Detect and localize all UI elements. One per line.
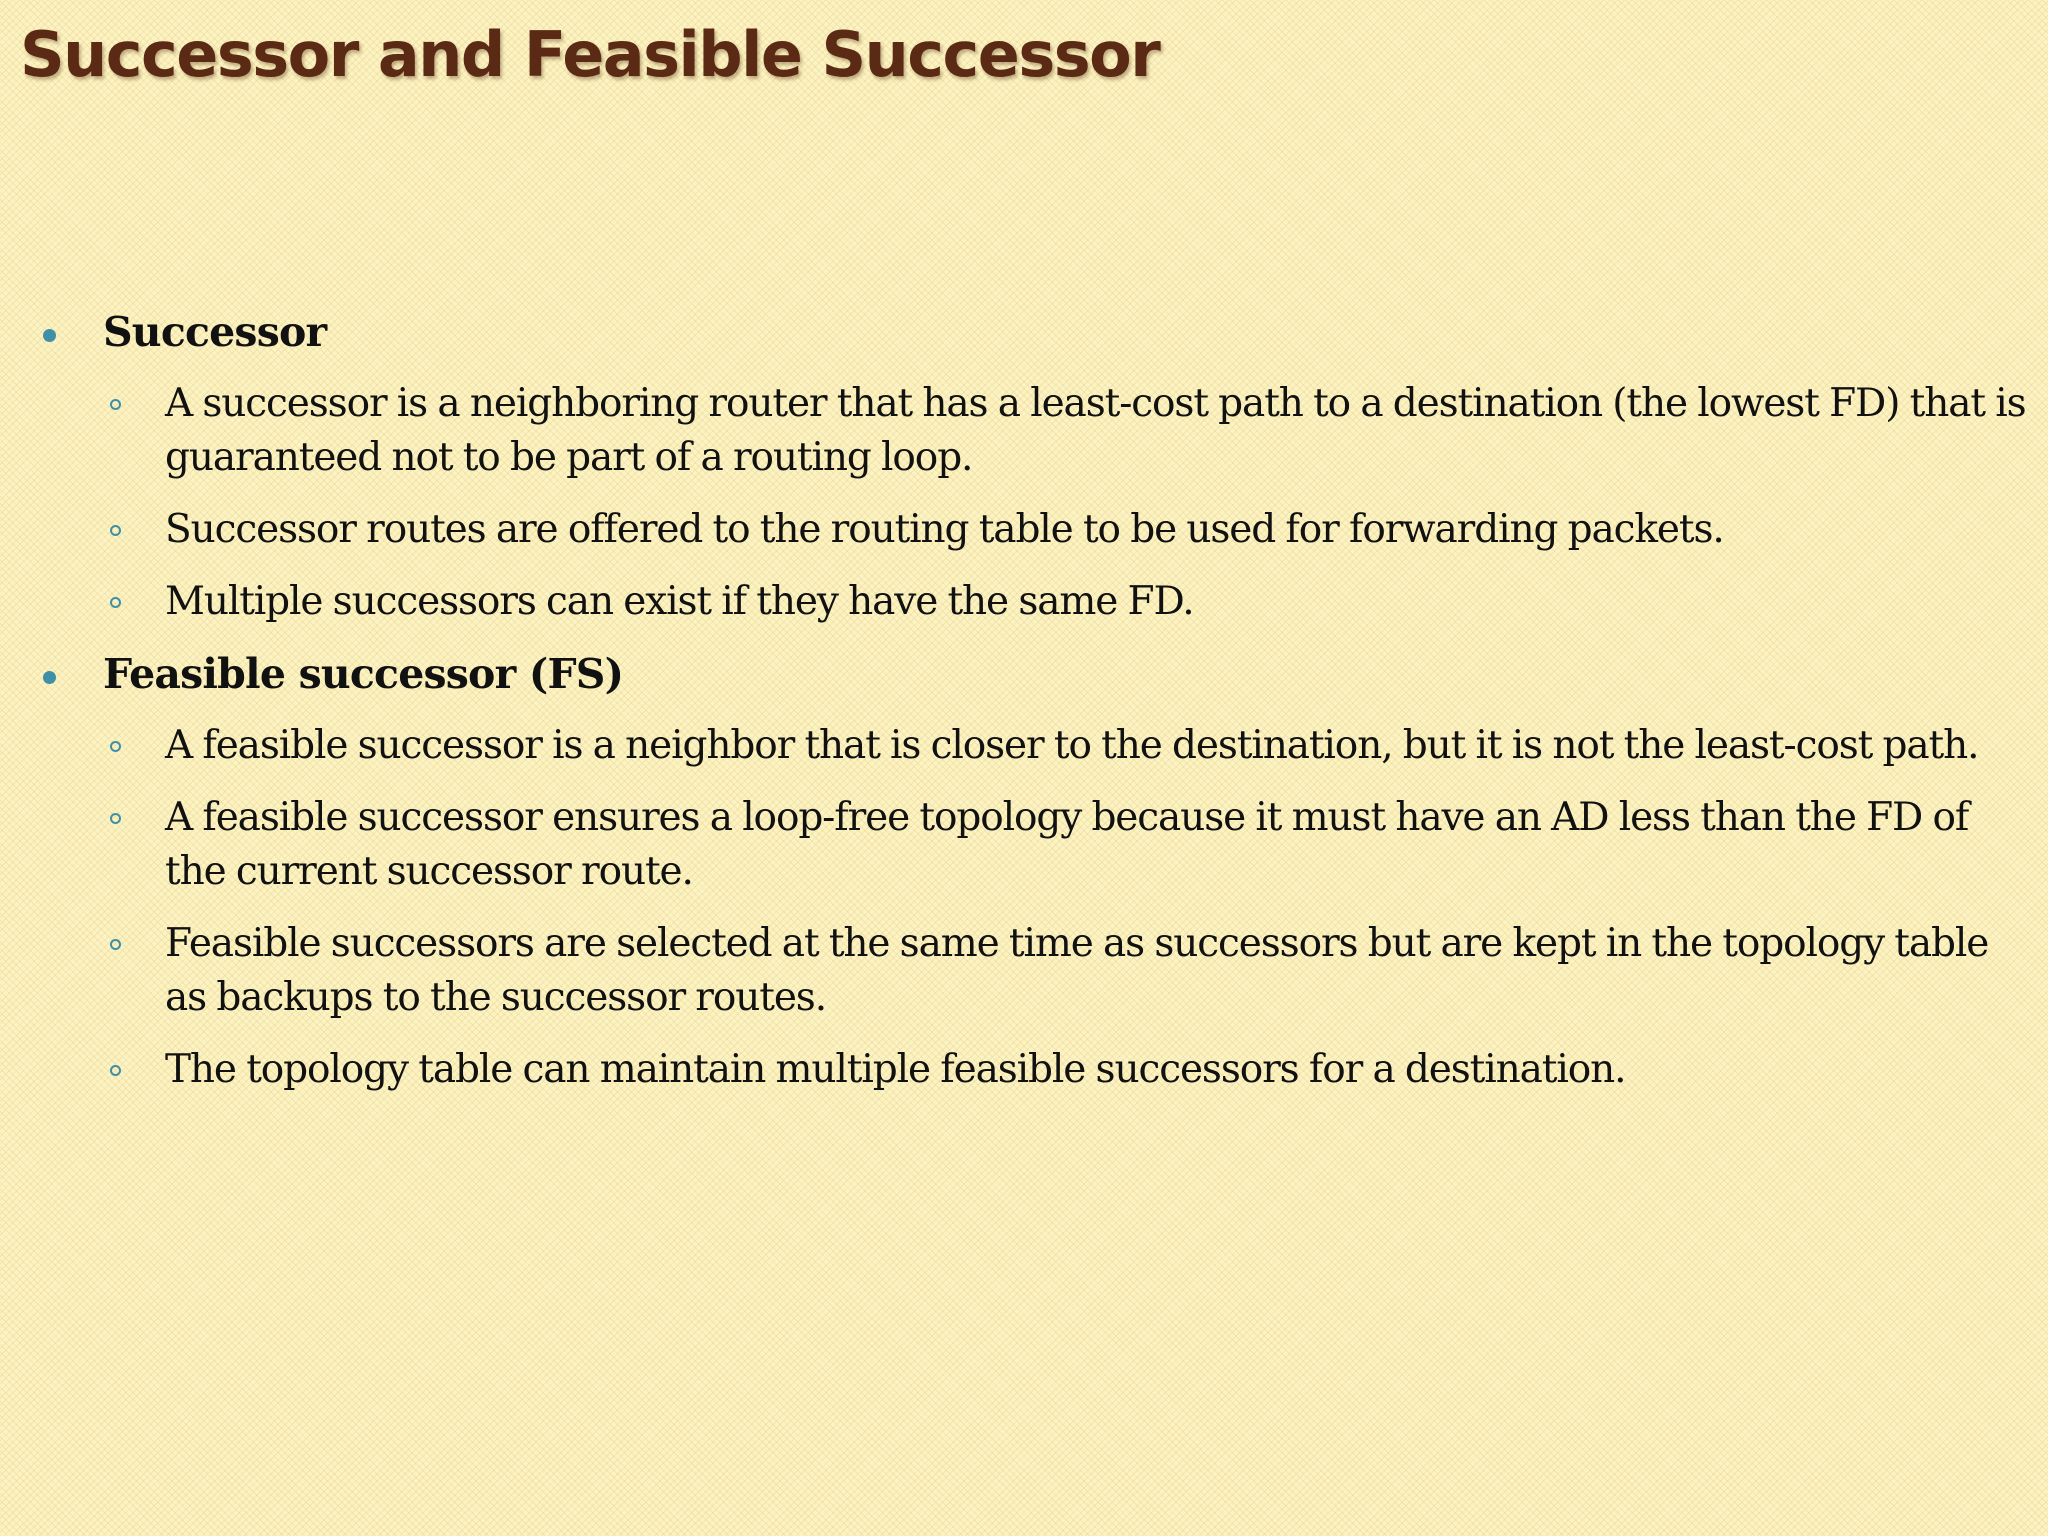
bullet-dot-icon — [43, 671, 56, 684]
bullet-circle-icon — [110, 1065, 121, 1076]
sub-bullet-text: The topology table can maintain multiple feasible successors for a destination. — [165, 1047, 1626, 1092]
sub-bullet-text: Successor routes are offered to the routing table to be used for forwarding packets. — [165, 507, 1724, 552]
sub-bullet — [0, 791, 2048, 899]
bullet-circle-icon — [110, 741, 121, 752]
sub-bullet-text: A feasible successor is a neighbor that is closer to the destination, but it is not the least-cost path. — [165, 723, 1979, 768]
slide-title: Successor and Feasible Successor — [20, 18, 1160, 91]
sub-bullet — [0, 719, 2048, 773]
bullet-successor-heading — [0, 305, 2048, 359]
sub-bullet — [0, 917, 2048, 1025]
bullet-circle-icon — [110, 399, 121, 410]
sub-bullet-text: Multiple successors can exist if they have the same FD. — [165, 579, 1194, 624]
sub-bullet-text: A successor is a neighboring router that has a least-cost path to a destination (the lowest FD) that is guaranteed not to be part of a routing loop. — [165, 381, 2026, 480]
sub-bullet — [0, 377, 2048, 485]
bullet-feasible-successor-heading — [0, 647, 2048, 701]
slide-content — [0, 305, 2048, 1115]
bullet-circle-icon — [110, 525, 121, 536]
bullet-circle-icon — [110, 939, 121, 950]
heading-text: Successor — [103, 308, 327, 356]
sub-bullet — [0, 575, 2048, 629]
bullet-circle-icon — [110, 597, 121, 608]
sub-bullet-text: A feasible successor ensures a loop-free topology because it must have an AD less than the FD of the current successor route. — [165, 795, 1969, 894]
sub-bullet — [0, 1043, 2048, 1097]
bullet-dot-icon — [43, 329, 56, 342]
bullet-circle-icon — [110, 813, 121, 824]
sub-bullet-text: Feasible successors are selected at the same time as successors but are kept in the topology table as backups to the successor routes. — [165, 921, 1989, 1020]
heading-text: Feasible successor (FS) — [103, 650, 624, 698]
sub-bullet — [0, 503, 2048, 557]
